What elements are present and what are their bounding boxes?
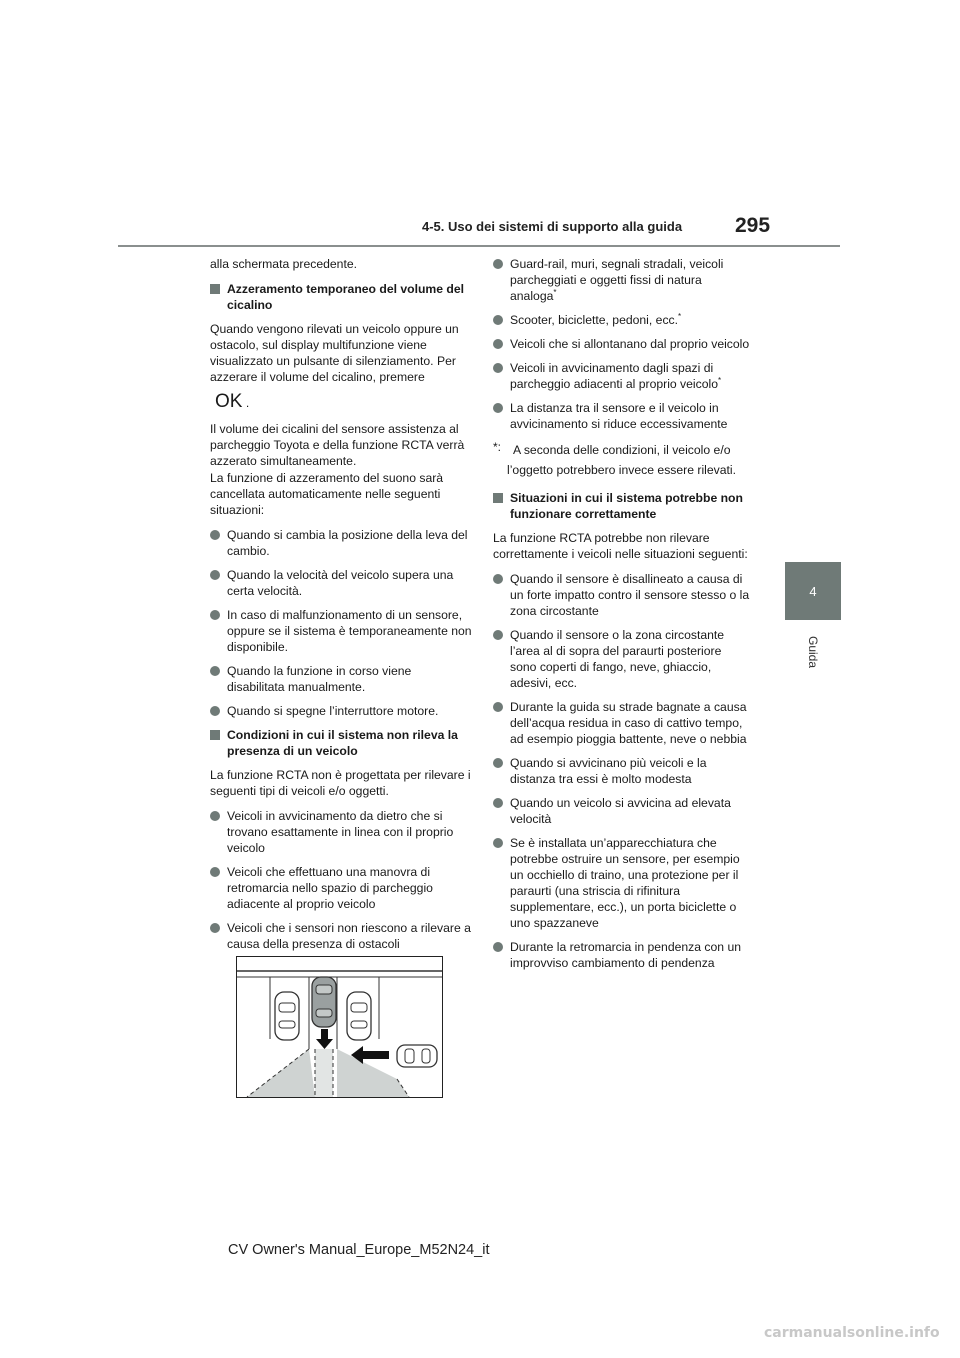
reverse-arrow-icon (316, 1029, 333, 1049)
list-item: Durante la retromarcia in pendenza con un improvviso cambiamento di pendenza (493, 939, 751, 971)
right-column (493, 256, 751, 979)
detection-zone-center (315, 1049, 333, 1097)
paragraph: Quando vengono rilevati un veicolo oppure un ostacolo, sul display multifunzione viene visualizzato un pulsante di silenziamento. Per azzerare il volume del cicalino, premere (210, 322, 459, 384)
page-number: 295 (735, 214, 771, 237)
heading-no-detection: Condizioni in cui il sistema non rileva la presenza di un veicolo (210, 727, 472, 759)
chapter-tab: 4 (785, 562, 841, 620)
header-divider (118, 245, 840, 247)
list-item: Veicoli in avvicinamento dagli spazi di parcheggio adiacenti al proprio veicolo* (493, 360, 751, 392)
chapter-label: Guida (806, 635, 820, 669)
list-item: Quando il sensore è disallineato a causa di un forte impatto contro il sensore stesso o la zona circostante (493, 571, 751, 619)
watermark: carmanualsonline.info (764, 1325, 940, 1341)
list-item: Quando la funzione in corso viene disabilitata manualmente. (210, 663, 472, 695)
parked-car-right-icon (347, 992, 371, 1040)
paragraph: La funzione RCTA non è progettata per rilevare i seguenti tipi di veicoli e/o oggetti. (210, 768, 471, 798)
own-vehicle-icon (312, 977, 336, 1027)
list-item: In caso di malfunzionamento di un sensore, oppure se il sistema è temporaneamente non disponibile. (210, 607, 472, 655)
parked-car-left-icon (275, 992, 299, 1040)
approaching-car-icon (397, 1045, 437, 1067)
footnote: *: A seconda delle condizioni, il veicolo e/o l’oggetto potrebbero invece essere rilevati. (493, 440, 736, 477)
intro-text: alla schermata precedente. (210, 257, 358, 271)
list-item: Quando un veicolo si avvicina ad elevata velocità (493, 795, 751, 827)
heading-malfunction: Situazioni in cui il sistema potrebbe non funzionare correttamente (493, 490, 751, 522)
list-item: Quando si cambia la posizione della leva del cambio. (210, 527, 472, 559)
list-item: Quando la velocità del veicolo supera una certa velocità. (210, 567, 472, 599)
ok-key-icon: OK (215, 391, 243, 412)
paragraph: La funzione RCTA potrebbe non rilevare correttamente i veicoli nelle situazioni seguenti: (493, 531, 748, 561)
footer-manual-id: CV Owner's Manual_Europe_M52N24_it (228, 1242, 490, 1258)
list-item: Veicoli in avvicinamento da dietro che si trovano esattamente in linea con il proprio veicolo (210, 808, 472, 856)
left-column (210, 256, 472, 960)
list-item: Durante la guida su strade bagnate a causa dell’acqua residua in caso di cattivo tempo, ad esempio pioggia battente, neve o nebbia (493, 699, 751, 747)
list-item: Quando si spegne l’interruttore motore. (210, 703, 472, 719)
list-item: Veicoli che si allontanano dal proprio veicolo (493, 336, 751, 352)
parking-diagram-svg (237, 957, 442, 1097)
paragraph: Il volume dei cicalini del sensore assistenza al parcheggio Toyota e della funzione RCTA verrà azzerato simultaneamente. (210, 422, 465, 468)
detection-zone-left (247, 1049, 315, 1097)
list-item: Quando si avvicinano più veicoli e la distanza tra essi è molto modesta (493, 755, 751, 787)
list-item: Veicoli che effettuano una manovra di retromarcia nello spazio di parcheggio adiacente al proprio veicolo (210, 864, 472, 912)
ok-instruction: OK . (210, 394, 472, 411)
list-item: Se è installata un’apparecchiatura che potrebbe ostruire un sensore, per esempio un occhiello di traino, una protezione per il paraurti (una striscia di rifinitura supplementare, ecc.), un porta biciclette o uno spazzaneve (493, 835, 751, 931)
section-title: 4-5. Uso dei sistemi di supporto alla guida (422, 219, 683, 234)
paragraph: La funzione di azzeramento del suono sarà cancellata automaticamente nelle seguenti situazioni: (210, 471, 444, 517)
list-item: Veicoli che i sensori non riescono a rilevare a causa della presenza di ostacoli (210, 920, 472, 952)
list-item: Guard-rail, muri, segnali stradali, veicoli parcheggiati e oggetti fissi di natura analoga* (493, 256, 751, 304)
list-item: Scooter, biciclette, pedoni, ecc.* (493, 312, 751, 328)
heading-buzzer-mute: Azzeramento temporaneo del volume del cicalino (210, 281, 472, 313)
parking-illustration (236, 956, 443, 1098)
list-item: Quando il sensore o la zona circostante l’area al di sopra del paraurti posteriore sono coperti di fango, neve, ghiaccio, adesivi, ecc. (493, 627, 751, 691)
list-item: La distanza tra il sensore e il veicolo in avvicinamento si riduce eccessivamente (493, 400, 751, 432)
